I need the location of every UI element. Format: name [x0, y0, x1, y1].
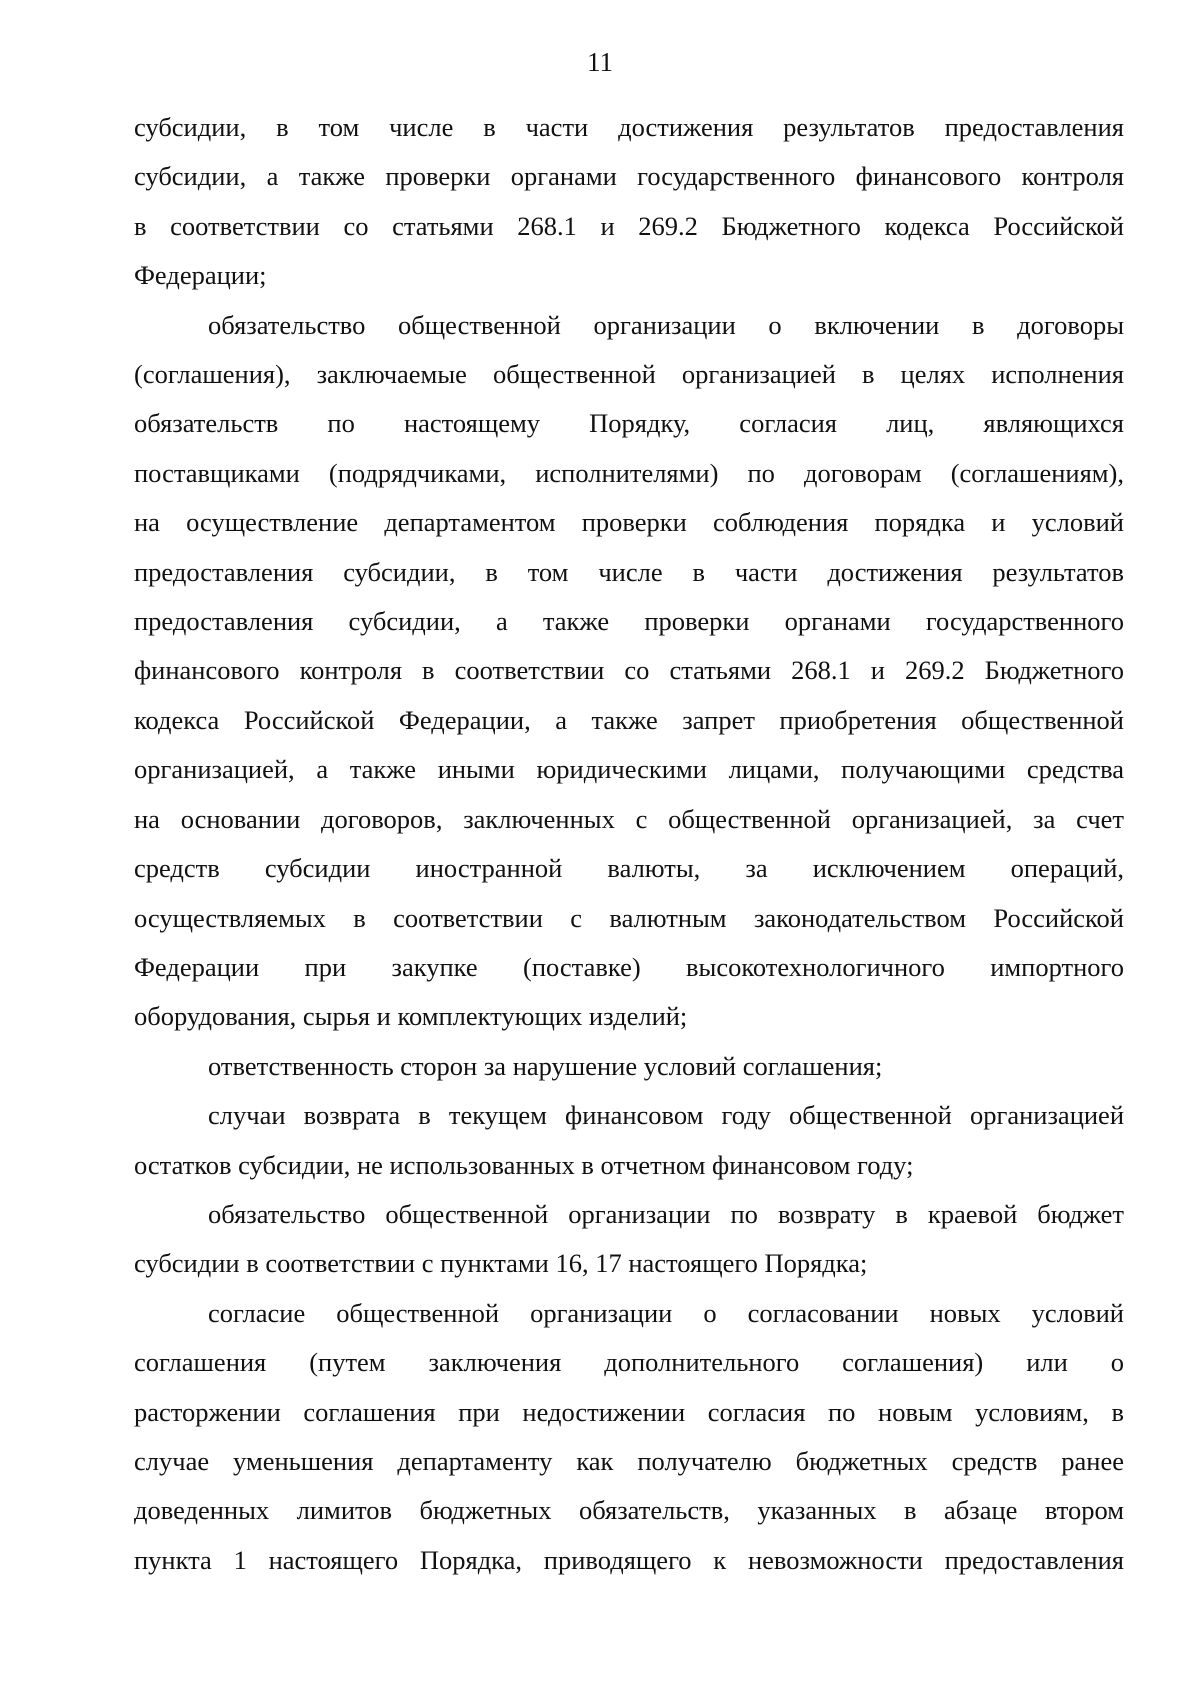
text-line: на основании договоров, заключенных с общественной организацией, за счет	[134, 803, 1124, 834]
text-line: Федерации;	[134, 260, 267, 291]
text-line: финансового контроля в соответствии со статьями 268.1 и 269.2 Бюджетного	[134, 655, 1124, 686]
text-line: остатков субсидии, не использованных в отчетном финансовом году;	[134, 1149, 914, 1180]
text-line: случаи возврата в текущем финансовом году общественной организацией	[208, 1100, 1124, 1131]
text-line: расторжении соглашения при недостижении согласия по новым условиям, в	[134, 1396, 1124, 1427]
text-line: субсидии в соответствии с пунктами 16, 17 настоящего Порядка;	[134, 1248, 868, 1279]
page-number: 11	[587, 47, 613, 77]
text-line: предоставления субсидии, в том числе в части достижения результатов	[134, 556, 1124, 587]
text-line: обязательство общественной организации по возврату в краевой бюджет	[208, 1198, 1124, 1229]
text-line: средств субсидии иностранной валюты, за исключением операций,	[134, 853, 1124, 884]
text-line: поставщиками (подрядчиками, исполнителями) по договорам (соглашениям),	[134, 457, 1124, 488]
text-line: в соответствии со статьями 268.1 и 269.2 Бюджетного кодекса Российской	[134, 210, 1124, 241]
text-line: субсидии, а также проверки органами государственного финансового контроля	[134, 161, 1124, 192]
text-line: обязательств по настоящему Порядку, согласия лиц, являющихся	[134, 408, 1124, 439]
text-line: Федерации при закупке (поставке) высокотехнологичного импортного	[134, 951, 1124, 982]
text-line: пункта 1 настоящего Порядка, приводящего к невозможности предоставления	[134, 1544, 1124, 1575]
text-line: обязательство общественной организации о включении в договоры	[208, 309, 1124, 340]
text-line: соглашения (путем заключения дополнительного соглашения) или о	[134, 1347, 1124, 1378]
text-line: предоставления субсидии, а также проверки органами государственного	[134, 606, 1124, 637]
text-line: организацией, а также иными юридическими лицами, получающими средства	[134, 754, 1124, 785]
text-line: (соглашения), заключаемые общественной организацией в целях исполнения	[134, 359, 1124, 390]
text-line: на осуществление департаментом проверки соблюдения порядка и условий	[134, 507, 1124, 538]
text-line: оборудования, сырья и комплектующих изделий;	[134, 1001, 688, 1032]
text-line: доведенных лимитов бюджетных обязательств, указанных в абзаце втором	[134, 1495, 1124, 1526]
text-line: субсидии, в том числе в части достижения результатов предоставления	[134, 112, 1124, 142]
text-line: согласие общественной организации о согласовании новых условий	[208, 1297, 1124, 1328]
text-line: осуществляемых в соответствии с валютным законодательством Российской	[134, 902, 1124, 933]
text-line: кодекса Российской Федерации, а также запрет приобретения общественной	[134, 704, 1124, 735]
text-line: случае уменьшения департаменту как получателю бюджетных средств ранее	[134, 1445, 1124, 1476]
text-line: ответственность сторон за нарушение условий соглашения;	[208, 1050, 883, 1081]
body-text	[134, 103, 1124, 1585]
